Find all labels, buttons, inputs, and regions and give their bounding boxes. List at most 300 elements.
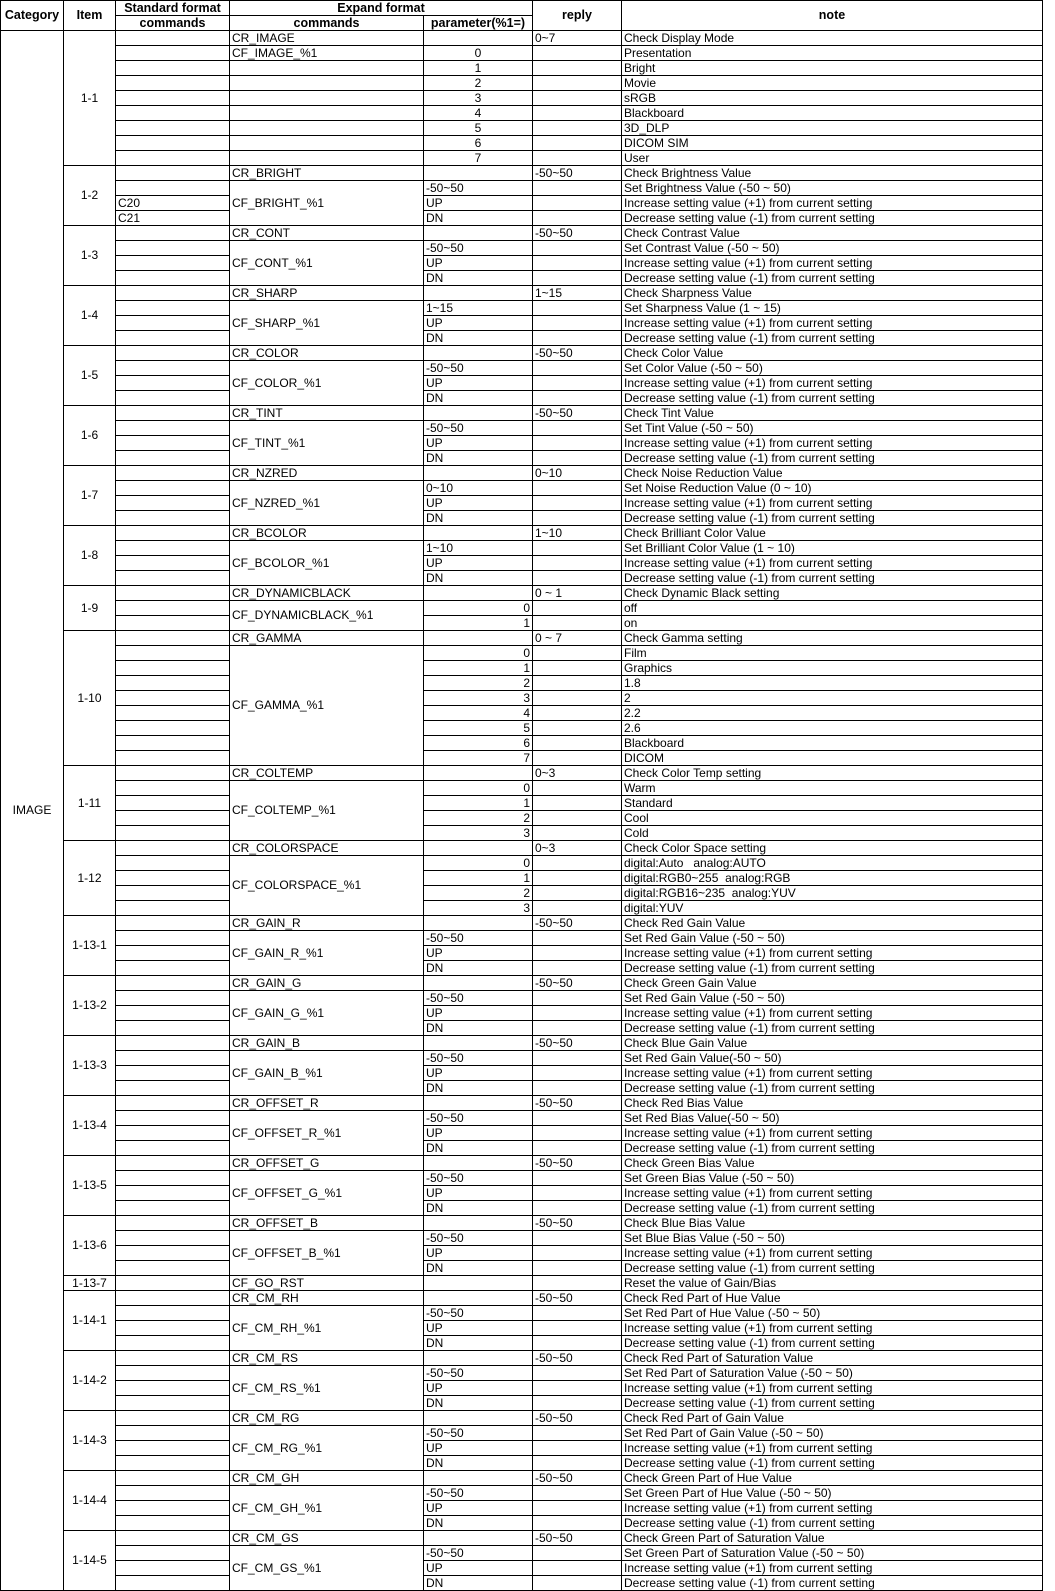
reply-cell: -50~50 xyxy=(533,916,622,931)
table-row xyxy=(1,826,1043,841)
standard-command-cell xyxy=(116,1486,230,1501)
parameter-cell xyxy=(424,406,533,421)
standard-command-cell xyxy=(116,631,230,646)
expand-command-cell: CF_GAIN_G_%1 xyxy=(230,991,424,1036)
category-cell: IMAGE xyxy=(1,31,64,1591)
standard-command-cell xyxy=(116,346,230,361)
note-cell: Decrease setting value (-1) from current setting xyxy=(622,961,1043,976)
note-cell: Reset the value of Gain/Bias xyxy=(622,1276,1043,1291)
expand-command-cell: CR_IMAGE xyxy=(230,31,424,46)
parameter-cell xyxy=(424,1291,533,1306)
table-row xyxy=(1,421,1043,436)
item-cell: 1-12 xyxy=(64,841,116,916)
table-row xyxy=(1,31,1043,46)
header-expand-commands: commands xyxy=(230,16,424,31)
standard-command-cell xyxy=(116,961,230,976)
standard-command-cell xyxy=(116,1141,230,1156)
expand-command-cell: CR_GAIN_B xyxy=(230,1036,424,1051)
item-cell: 1-10 xyxy=(64,631,116,766)
header-item: Item xyxy=(64,1,116,31)
note-cell: Set Color Value (-50 ~ 50) xyxy=(622,361,1043,376)
table-row xyxy=(1,811,1043,826)
table-row xyxy=(1,1096,1043,1111)
note-cell: Increase setting value (+1) from current setting xyxy=(622,196,1043,211)
standard-command-cell: C21 xyxy=(116,211,230,226)
item-cell: 1-13-7 xyxy=(64,1276,116,1291)
parameter-cell: 6 xyxy=(424,136,533,151)
parameter-cell: UP xyxy=(424,196,533,211)
parameter-cell: 1 xyxy=(424,61,533,76)
note-cell: Decrease setting value (-1) from current setting xyxy=(622,271,1043,286)
expand-command-cell: CR_CM_GS xyxy=(230,1531,424,1546)
table-row xyxy=(1,1261,1043,1276)
parameter-cell: DN xyxy=(424,511,533,526)
expand-command-cell: CF_COLTEMP_%1 xyxy=(230,781,424,841)
expand-command-cell xyxy=(230,91,424,106)
parameter-cell: -50~50 xyxy=(424,1366,533,1381)
expand-command-cell: CF_GAIN_B_%1 xyxy=(230,1051,424,1096)
standard-command-cell xyxy=(116,1336,230,1351)
note-cell: Movie xyxy=(622,76,1043,91)
reply-cell xyxy=(533,451,622,466)
expand-command-cell: CR_OFFSET_G xyxy=(230,1156,424,1171)
table-row xyxy=(1,1456,1043,1471)
note-cell: Set Brightness Value (-50 ~ 50) xyxy=(622,181,1043,196)
table-row xyxy=(1,1426,1043,1441)
item-cell: 1-13-1 xyxy=(64,916,116,976)
parameter-cell: -50~50 xyxy=(424,991,533,1006)
table-row xyxy=(1,1156,1043,1171)
expand-command-cell: CR_CM_RS xyxy=(230,1351,424,1366)
parameter-cell: 7 xyxy=(424,151,533,166)
standard-command-cell xyxy=(116,1096,230,1111)
parameter-cell: -50~50 xyxy=(424,1171,533,1186)
table-row xyxy=(1,766,1043,781)
parameter-cell: UP xyxy=(424,1321,533,1336)
expand-command-cell: CF_GAIN_R_%1 xyxy=(230,931,424,976)
note-cell: Decrease setting value (-1) from current setting xyxy=(622,1576,1043,1591)
parameter-cell: UP xyxy=(424,556,533,571)
table-row xyxy=(1,181,1043,196)
standard-command-cell xyxy=(116,751,230,766)
table-row xyxy=(1,841,1043,856)
reply-cell xyxy=(533,661,622,676)
parameter-cell: 2 xyxy=(424,676,533,691)
expand-command-cell: CF_CM_RS_%1 xyxy=(230,1366,424,1411)
table-row xyxy=(1,1396,1043,1411)
reply-cell xyxy=(533,1486,622,1501)
standard-command-cell xyxy=(116,661,230,676)
table-row xyxy=(1,1186,1043,1201)
standard-command-cell xyxy=(116,1426,230,1441)
table-row xyxy=(1,541,1043,556)
reply-cell: -50~50 xyxy=(533,1351,622,1366)
note-cell: Increase setting value (+1) from current setting xyxy=(622,1441,1043,1456)
parameter-cell xyxy=(424,1531,533,1546)
header-standard-format: Standard format xyxy=(116,1,230,16)
table-row xyxy=(1,256,1043,271)
standard-command-cell xyxy=(116,331,230,346)
reply-cell xyxy=(533,1441,622,1456)
standard-command-cell xyxy=(116,781,230,796)
note-cell: Check Brilliant Color Value xyxy=(622,526,1043,541)
expand-command-cell: CF_GO_RST xyxy=(230,1276,424,1291)
table-row xyxy=(1,511,1043,526)
reply-cell: 0~3 xyxy=(533,841,622,856)
parameter-cell xyxy=(424,1411,533,1426)
standard-command-cell xyxy=(116,31,230,46)
parameter-cell xyxy=(424,1351,533,1366)
note-cell: digital:YUV xyxy=(622,901,1043,916)
note-cell: Increase setting value (+1) from current setting xyxy=(622,1186,1043,1201)
standard-command-cell xyxy=(116,181,230,196)
expand-command-cell: CR_CM_RH xyxy=(230,1291,424,1306)
table-row xyxy=(1,1381,1043,1396)
reply-cell xyxy=(533,1021,622,1036)
standard-command-cell xyxy=(116,226,230,241)
table-row xyxy=(1,196,1043,211)
table-row xyxy=(1,406,1043,421)
parameter-cell: 3 xyxy=(424,826,533,841)
standard-command-cell xyxy=(116,511,230,526)
reply-cell xyxy=(533,871,622,886)
reply-cell xyxy=(533,736,622,751)
expand-command-cell: CF_CM_RH_%1 xyxy=(230,1306,424,1351)
note-cell: Check Color Space setting xyxy=(622,841,1043,856)
reply-cell xyxy=(533,1321,622,1336)
note-cell: Increase setting value (+1) from current setting xyxy=(622,1066,1043,1081)
table-row xyxy=(1,1321,1043,1336)
reply-cell xyxy=(533,856,622,871)
parameter-cell: DN xyxy=(424,1201,533,1216)
reply-cell xyxy=(533,361,622,376)
standard-command-cell xyxy=(116,1261,230,1276)
reply-cell xyxy=(533,1306,622,1321)
reply-cell xyxy=(533,181,622,196)
reply-cell xyxy=(533,691,622,706)
standard-command-cell xyxy=(116,826,230,841)
expand-command-cell: CF_TINT_%1 xyxy=(230,421,424,466)
reply-cell xyxy=(533,496,622,511)
standard-command-cell xyxy=(116,586,230,601)
note-cell: Check Dynamic Black setting xyxy=(622,586,1043,601)
reply-cell xyxy=(533,301,622,316)
table-row xyxy=(1,1051,1043,1066)
standard-command-cell xyxy=(116,481,230,496)
reply-cell xyxy=(533,1276,622,1291)
parameter-cell: DN xyxy=(424,961,533,976)
standard-command-cell xyxy=(116,841,230,856)
standard-command-cell xyxy=(116,1171,230,1186)
standard-command-cell xyxy=(116,271,230,286)
expand-command-cell: CR_COLORSPACE xyxy=(230,841,424,856)
reply-cell xyxy=(533,196,622,211)
standard-command-cell xyxy=(116,1411,230,1426)
reply-cell xyxy=(533,1186,622,1201)
reply-cell xyxy=(533,76,622,91)
expand-command-cell: CF_OFFSET_G_%1 xyxy=(230,1171,424,1216)
table-row xyxy=(1,1066,1043,1081)
table-row xyxy=(1,571,1043,586)
table-row xyxy=(1,136,1043,151)
reply-cell xyxy=(533,1516,622,1531)
table-row xyxy=(1,106,1043,121)
note-cell: Check Red Part of Gain Value xyxy=(622,1411,1043,1426)
reply-cell: 1~10 xyxy=(533,526,622,541)
item-cell: 1-7 xyxy=(64,466,116,526)
table-row xyxy=(1,91,1043,106)
standard-command-cell xyxy=(116,241,230,256)
standard-command-cell xyxy=(116,526,230,541)
header-expand-format: Expand format xyxy=(230,1,533,16)
parameter-cell xyxy=(424,1036,533,1051)
note-cell: Decrease setting value (-1) from current setting xyxy=(622,1336,1043,1351)
standard-command-cell xyxy=(116,811,230,826)
expand-command-cell: CR_DYNAMICBLACK xyxy=(230,586,424,601)
table-row xyxy=(1,286,1043,301)
expand-command-cell: CF_CM_GH_%1 xyxy=(230,1486,424,1531)
table-row xyxy=(1,376,1043,391)
standard-command-cell xyxy=(116,601,230,616)
reply-cell xyxy=(533,886,622,901)
note-cell: Set Green Bias Value (-50 ~ 50) xyxy=(622,1171,1043,1186)
standard-command-cell xyxy=(116,1561,230,1576)
expand-command-cell: CF_CONT_%1 xyxy=(230,241,424,286)
parameter-cell: DN xyxy=(424,1141,533,1156)
standard-command-cell xyxy=(116,901,230,916)
table-row xyxy=(1,61,1043,76)
standard-command-cell xyxy=(116,946,230,961)
header-category: Category xyxy=(1,1,64,31)
expand-command-cell: CF_DYNAMICBLACK_%1 xyxy=(230,601,424,631)
reply-cell xyxy=(533,1171,622,1186)
reply-cell xyxy=(533,271,622,286)
table-row xyxy=(1,556,1043,571)
header-standard-commands: commands xyxy=(116,16,230,31)
parameter-cell: UP xyxy=(424,1126,533,1141)
reply-cell: -50~50 xyxy=(533,346,622,361)
table-row xyxy=(1,166,1043,181)
reply-cell xyxy=(533,616,622,631)
standard-command-cell xyxy=(116,1066,230,1081)
table-row xyxy=(1,931,1043,946)
table-row xyxy=(1,1141,1043,1156)
table-row xyxy=(1,616,1043,631)
reply-cell xyxy=(533,331,622,346)
parameter-cell: 1~15 xyxy=(424,301,533,316)
reply-cell xyxy=(533,211,622,226)
standard-command-cell xyxy=(116,1276,230,1291)
item-cell: 1-14-2 xyxy=(64,1351,116,1411)
reply-cell xyxy=(533,1576,622,1591)
standard-command-cell xyxy=(116,1081,230,1096)
standard-command-cell xyxy=(116,136,230,151)
expand-command-cell: CR_OFFSET_B xyxy=(230,1216,424,1231)
table-row xyxy=(1,631,1043,646)
note-cell: DICOM SIM xyxy=(622,136,1043,151)
standard-command-cell xyxy=(116,1381,230,1396)
note-cell: Check Color Temp setting xyxy=(622,766,1043,781)
parameter-cell: DN xyxy=(424,211,533,226)
table-row xyxy=(1,991,1043,1006)
note-cell: Decrease setting value (-1) from current setting xyxy=(622,1021,1043,1036)
header-parameter: parameter(%1=) xyxy=(424,16,533,31)
parameter-cell: DN xyxy=(424,1336,533,1351)
note-cell: Increase setting value (+1) from current setting xyxy=(622,556,1043,571)
reply-cell xyxy=(533,241,622,256)
parameter-cell: UP xyxy=(424,1006,533,1021)
reply-cell xyxy=(533,721,622,736)
parameter-cell: 0 xyxy=(424,46,533,61)
parameter-cell xyxy=(424,286,533,301)
parameter-cell: -50~50 xyxy=(424,1051,533,1066)
note-cell: Check Gamma setting xyxy=(622,631,1043,646)
table-row xyxy=(1,1576,1043,1591)
table-row xyxy=(1,886,1043,901)
reply-cell xyxy=(533,961,622,976)
parameter-cell: 4 xyxy=(424,106,533,121)
standard-command-cell xyxy=(116,121,230,136)
table-row xyxy=(1,1336,1043,1351)
standard-command-cell xyxy=(116,1366,230,1381)
standard-command-cell xyxy=(116,691,230,706)
table-row xyxy=(1,961,1043,976)
note-cell: digital:Auto analog:AUTO xyxy=(622,856,1043,871)
table-row xyxy=(1,1486,1043,1501)
standard-command-cell xyxy=(116,466,230,481)
reply-cell xyxy=(533,1111,622,1126)
parameter-cell: -50~50 xyxy=(424,1231,533,1246)
table-row xyxy=(1,46,1043,61)
standard-command-cell xyxy=(116,796,230,811)
table-row xyxy=(1,391,1043,406)
parameter-cell: 0 xyxy=(424,856,533,871)
standard-command-cell xyxy=(116,1456,230,1471)
reply-cell xyxy=(533,1126,622,1141)
standard-command-cell xyxy=(116,1441,230,1456)
expand-command-cell xyxy=(230,121,424,136)
standard-command-cell xyxy=(116,1516,230,1531)
table-header xyxy=(1,1,1043,31)
reply-cell xyxy=(533,1366,622,1381)
note-cell: Check Color Value xyxy=(622,346,1043,361)
note-cell: Check Red Part of Hue Value xyxy=(622,1291,1043,1306)
reply-cell xyxy=(533,256,622,271)
header-reply: reply xyxy=(533,1,622,31)
standard-command-cell xyxy=(116,736,230,751)
reply-cell xyxy=(533,571,622,586)
reply-cell xyxy=(533,1141,622,1156)
table-row xyxy=(1,1036,1043,1051)
reply-cell: -50~50 xyxy=(533,1471,622,1486)
note-cell: Set Red Bias Value(-50 ~ 50) xyxy=(622,1111,1043,1126)
note-cell: Cold xyxy=(622,826,1043,841)
note-cell: on xyxy=(622,616,1043,631)
parameter-cell: 0 xyxy=(424,601,533,616)
parameter-cell xyxy=(424,1216,533,1231)
standard-command-cell xyxy=(116,1351,230,1366)
parameter-cell: DN xyxy=(424,1081,533,1096)
note-cell: Set Sharpness Value (1 ~ 15) xyxy=(622,301,1043,316)
standard-command-cell xyxy=(116,1231,230,1246)
table-row xyxy=(1,871,1043,886)
note-cell: Decrease setting value (-1) from current setting xyxy=(622,1201,1043,1216)
parameter-cell: UP xyxy=(424,1561,533,1576)
reply-cell xyxy=(533,556,622,571)
reply-cell: -50~50 xyxy=(533,166,622,181)
parameter-cell: -50~50 xyxy=(424,1546,533,1561)
reply-cell xyxy=(533,136,622,151)
table-row xyxy=(1,466,1043,481)
standard-command-cell xyxy=(116,406,230,421)
item-cell: 1-13-5 xyxy=(64,1156,116,1216)
standard-command-cell xyxy=(116,421,230,436)
standard-command-cell xyxy=(116,1156,230,1171)
parameter-cell xyxy=(424,526,533,541)
parameter-cell xyxy=(424,841,533,856)
table-row xyxy=(1,1111,1043,1126)
note-cell: Increase setting value (+1) from current setting xyxy=(622,436,1043,451)
standard-command-cell xyxy=(116,1546,230,1561)
note-cell: Set Green Part of Hue Value (-50 ~ 50) xyxy=(622,1486,1043,1501)
note-cell: Set Red Part of Saturation Value (-50 ~ 50) xyxy=(622,1366,1043,1381)
table-row xyxy=(1,361,1043,376)
note-cell: Decrease setting value (-1) from current setting xyxy=(622,571,1043,586)
reply-cell xyxy=(533,316,622,331)
standard-command-cell xyxy=(116,151,230,166)
parameter-cell: UP xyxy=(424,1066,533,1081)
note-cell: Check Green Gain Value xyxy=(622,976,1043,991)
standard-command-cell xyxy=(116,1126,230,1141)
parameter-cell: -50~50 xyxy=(424,1111,533,1126)
parameter-cell: 3 xyxy=(424,91,533,106)
reply-cell xyxy=(533,61,622,76)
expand-command-cell xyxy=(230,151,424,166)
table-row xyxy=(1,1006,1043,1021)
parameter-cell: DN xyxy=(424,1396,533,1411)
expand-command-cell: CR_GAMMA xyxy=(230,631,424,646)
note-cell: off xyxy=(622,601,1043,616)
parameter-cell xyxy=(424,631,533,646)
note-cell: Decrease setting value (-1) from current setting xyxy=(622,211,1043,226)
table-row xyxy=(1,301,1043,316)
table-row xyxy=(1,676,1043,691)
reply-cell xyxy=(533,1456,622,1471)
note-cell: Presentation xyxy=(622,46,1043,61)
reply-cell xyxy=(533,1501,622,1516)
table-row xyxy=(1,736,1043,751)
parameter-cell: -50~50 xyxy=(424,421,533,436)
note-cell: Increase setting value (+1) from current setting xyxy=(622,1126,1043,1141)
parameter-cell: 5 xyxy=(424,121,533,136)
table-row xyxy=(1,121,1043,136)
note-cell: Decrease setting value (-1) from current setting xyxy=(622,1261,1043,1276)
note-cell: 2.6 xyxy=(622,721,1043,736)
standard-command-cell xyxy=(116,916,230,931)
standard-command-cell xyxy=(116,256,230,271)
note-cell: Increase setting value (+1) from current setting xyxy=(622,496,1043,511)
parameter-cell: UP xyxy=(424,496,533,511)
reply-cell: 0 ~ 1 xyxy=(533,586,622,601)
table-row xyxy=(1,751,1043,766)
parameter-cell: -50~50 xyxy=(424,1306,533,1321)
parameter-cell: DN xyxy=(424,391,533,406)
note-cell: Increase setting value (+1) from current setting xyxy=(622,1246,1043,1261)
expand-command-cell: CR_BCOLOR xyxy=(230,526,424,541)
standard-command-cell xyxy=(116,361,230,376)
parameter-cell: 0 xyxy=(424,646,533,661)
note-cell: Increase setting value (+1) from current setting xyxy=(622,1006,1043,1021)
